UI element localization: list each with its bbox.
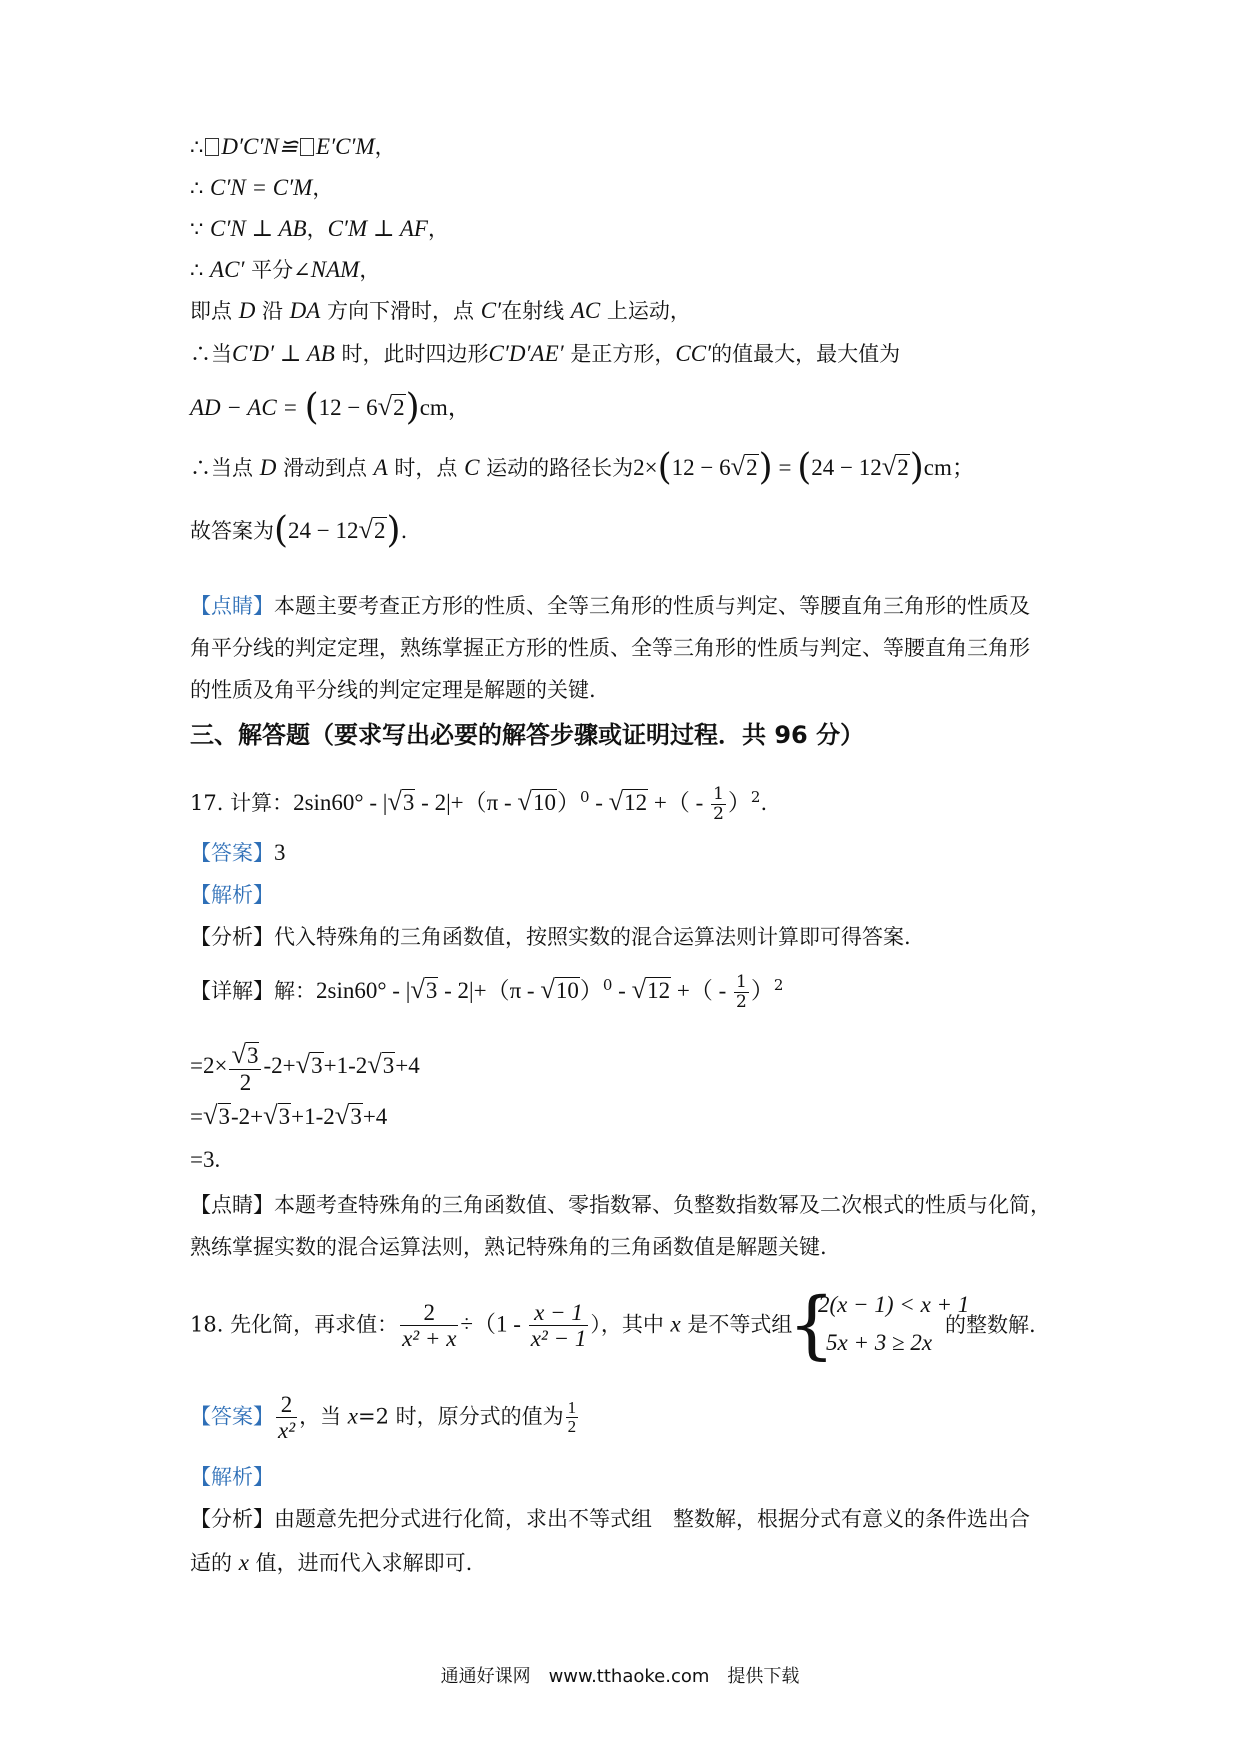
because-symbol: ∵ [190,217,211,241]
expression: +4 [395,1052,420,1078]
note-17-line-1 [190,1190,1051,1220]
radicand: 3 [382,1052,395,1078]
sqrt-12: √12 [631,974,671,1004]
fraction-2-over-x2px [400,1300,458,1352]
sqrt-10: √10 [517,786,556,816]
paren-close: ) [758,447,773,488]
proof-line-8 [190,447,975,488]
expression: =2× [190,1052,228,1078]
var: C [464,455,480,480]
numerator: 2 [400,1300,458,1326]
therefore-symbol: ∴ [190,258,211,282]
text: 是正方形， [563,342,676,366]
note-line-3 [190,675,596,705]
var: x [670,1311,681,1337]
sqrt-3: √3 [231,1039,259,1069]
exponent: 2 [773,976,784,994]
radicand: 12 [624,790,648,815]
expression: 2× [633,455,658,480]
sqrt-3: √3 [295,1048,323,1079]
punct: . [400,519,408,543]
sqrt-2: √2 [358,514,386,544]
numerator: 2 [276,1392,297,1418]
numerator: 1 [735,972,747,993]
proof-line-9 [190,510,408,551]
left-brace-icon: { [788,1282,836,1368]
text: 沿 [255,299,290,323]
text: 时，点 [387,456,465,480]
sqrt-12: √12 [608,786,648,816]
denominator: 2 [239,1070,252,1096]
text: ∴当 [190,342,232,366]
denominator: 2 [735,992,747,1012]
text: 方向下滑时，点 [320,299,481,323]
unit: cm， [419,395,471,420]
therefore-symbol: ∴ [190,135,204,159]
angle-name: NAM [310,257,360,282]
radicand: 3 [402,790,415,815]
expression: +1-2 [291,1104,335,1129]
sqrt-2: √2 [881,451,909,481]
var: A [373,455,388,480]
denominator: 2 [567,1417,577,1437]
equals: = [772,455,798,480]
note-text: 角平分线的判定定理，熟练掌握正方形的性质、全等三角形的性质与判定、等腰直角三角形 [190,636,1030,660]
punct: ， [306,217,328,241]
inequality-2: 5x + 3 ≥ 2x [826,1330,933,1355]
sqrt-3: √3 [367,1048,395,1079]
expression: 2sin60° - | [293,790,388,815]
equation: C′N = C′M [210,175,313,200]
expression: ） [556,790,580,815]
fraction-sqrt3-over-2 [229,1040,261,1095]
step-3: =3. [190,1147,221,1172]
question-label: 18. 先化简，再求值： [190,1312,399,1337]
radicand: 3 [350,1104,362,1129]
expression: AD − AC = [190,395,298,420]
text: ∴当点 [190,456,260,480]
radicand: 3 [311,1052,323,1078]
sqrt-2: √2 [377,391,405,421]
var: D [259,455,277,480]
radicand: 10 [555,978,579,1003]
radicand: 3 [218,1104,230,1129]
fenxi-tag: 【分析】 [190,1507,274,1531]
expression: +1-2 [323,1052,368,1078]
xiangjie-text: 解： [274,979,316,1003]
fenxi-tag: 【分析】 [190,925,274,949]
numerator: 1 [567,1397,577,1417]
exponent: 2 [750,788,761,806]
text: 故答案为 [190,519,274,543]
var: DA [289,298,321,323]
expression: - 2|+（π - [415,790,518,815]
expression: = [190,1104,203,1129]
var: x [238,1550,249,1575]
expression: 24 − 12 [288,518,359,543]
answer-17 [190,838,286,868]
fenxi-text: 由题意先把分式进行化简，求出不等式组 整数解，根据分式有意义的条件选出合 [274,1507,1030,1531]
text: 运动的路径长为 [479,456,634,480]
note-17-line-2 [190,1232,827,1262]
expression: +（ - [671,978,732,1003]
step-1 [190,1040,420,1095]
paren-close: ) [909,447,924,488]
answer-tag: 【答案】 [190,841,274,865]
question-18-end: 的整数解. [945,1313,1036,1337]
expression: ） [727,790,751,815]
unit: cm； [923,455,975,480]
text: 的值最大，最大值为 [711,342,901,366]
congruence-left: D′C′N≌ [221,134,299,159]
numerator: x − 1 [529,1300,589,1326]
expression: - [612,978,632,1003]
perpendicular-1: C′N ⊥ AB [210,216,307,241]
denominator: x² − 1 [530,1326,587,1352]
note-tag: 【点睛】 [190,1193,274,1217]
paren-open: ( [797,447,812,488]
denominator: x² + x [402,1326,457,1352]
radicand: 10 [532,790,556,815]
xiangjie-tag: 【详解】 [190,979,274,1003]
expression: - 2|+（π - [438,978,541,1003]
sqrt-3: √3 [410,974,438,1004]
expression: 12 − 6 [671,455,731,480]
sqrt-3: √3 [334,1100,362,1130]
radicand: 12 [647,978,671,1003]
expression: 2sin60° - | [316,978,411,1003]
fenxi-text: 代入特殊角的三角函数值，按照实数的混合运算法则计算即可得答案. [274,925,911,949]
var: D [238,298,256,323]
proof-line-6 [190,339,900,369]
fraction-2-over-x2 [276,1392,297,1444]
radicand: 3 [425,978,438,1003]
text: 上运动， [600,299,691,323]
note-line-2 [190,633,1030,663]
sqrt-10: √10 [540,974,579,1004]
denominator: x² [278,1418,296,1444]
proof-line-3 [190,214,449,244]
paren-close: ) [386,510,401,551]
text: 适的 [190,1551,239,1575]
expression: -2+ [263,1052,296,1078]
perpendicular-2: C′M ⊥ AF [327,216,428,241]
analysis-tag: 【解析】 [190,1465,274,1489]
numerator: 1 [713,784,724,805]
expression: 12 − 6 [318,395,378,420]
expression: 24 − 12 [811,455,882,480]
note-text: 本题主要考查正方形的性质、全等三角形的性质与判定、等腰直角三角形的性质及 [274,594,1030,618]
segment: AC′ [210,257,245,282]
text: ），其中 [590,1312,671,1337]
text: 即点 [190,299,239,323]
fraction-half [711,785,726,823]
exponent: 0 [579,788,590,806]
paren-open: ( [274,510,289,551]
radicand: 3 [278,1104,291,1129]
punct: ， [312,176,334,200]
text: 值，进而代入求解即可. [248,1551,473,1575]
page-footer: 通通好课网 www.tthaoke.com 提供下载 [440,1666,800,1687]
step-2 [190,1100,387,1132]
fraction-half [566,1399,579,1437]
note-text: 本题考查特殊角的三角函数值、零指数幂、负整数指数幂及二次根式的性质与化简， [274,1193,1051,1217]
answer-value: 3 [274,840,286,865]
text: 是不等式组 [680,1312,793,1337]
exponent: 0 [602,976,613,994]
fraction-xm1-over-x2m1 [529,1300,589,1352]
paren-open: ( [657,447,672,488]
fraction-half [734,973,749,1011]
note-line-1 [190,591,1030,621]
text: 滑动到点 [276,456,374,480]
var: CC′ [675,341,712,366]
section-title: 三、解答题（要求写出必要的解答步骤或证明过程．共 96 分） [190,721,865,749]
fenxi-18-line-1 [190,1504,1030,1534]
text: =2 时，原分式的值为 [358,1404,564,1429]
text: 平分∠ [244,258,311,282]
congruence-right: E′C′M [316,134,375,159]
note-text: 熟练掌握实数的混合运算法则，熟记特殊角的三角函数值是解题关键. [190,1235,827,1259]
var: C′ [480,298,502,323]
var: x [347,1403,359,1429]
proof-line-1 [190,132,396,162]
sqrt-3: √3 [387,786,415,816]
punct: ， [359,258,381,282]
text: ，当 [299,1404,348,1429]
analysis-17 [190,880,274,910]
note-tag: 【点睛】 [190,594,274,618]
question-18 [190,1300,792,1352]
fenxi-18-line-2 [190,1548,472,1578]
expression: ÷（1 - [460,1311,527,1337]
expression: - [589,790,609,815]
expression: ） [750,978,774,1003]
answer-tag: 【答案】 [190,1404,274,1429]
expression: +（ - [648,790,710,815]
radicand: 3 [246,1043,259,1068]
note-text: 的性质及角平分线的判定定理是解题的关键. [190,678,596,702]
proof-line-4 [190,255,380,285]
punct: ， [374,135,396,159]
var: C′D′ ⊥ AB [232,341,335,366]
triangle-placeholder-icon [300,138,314,156]
xiangjie-17 [190,970,783,1012]
text: 在射线 [501,299,571,323]
paren-close: ) [405,387,420,428]
var: AC [570,298,601,323]
answer-18 [190,1392,580,1444]
proof-line-2 [190,173,333,203]
fenxi-17 [190,922,911,952]
question-17 [190,782,767,824]
punct: ， [427,217,449,241]
question-label: 17. 计算： [190,791,294,815]
analysis-18 [190,1462,274,1492]
punct: . [760,791,768,815]
expression: +4 [362,1104,388,1129]
paren-open: ( [304,387,319,428]
sqrt-3: √3 [202,1100,230,1130]
text: 时，此时四边形 [334,342,489,366]
expression: -2+ [231,1104,264,1129]
analysis-tag: 【解析】 [190,883,274,907]
sqrt-3: √3 [263,1100,291,1130]
therefore-symbol: ∴ [190,176,211,200]
sqrt-2: √2 [730,451,758,481]
proof-line-5 [190,296,691,326]
denominator: 2 [713,804,724,824]
proof-line-7 [190,387,471,428]
inequality-1: 2(x − 1) < x + 1 [818,1292,970,1317]
triangle-placeholder-icon [205,138,219,156]
var: C′D′AE′ [488,341,564,366]
expression: ） [579,978,603,1003]
